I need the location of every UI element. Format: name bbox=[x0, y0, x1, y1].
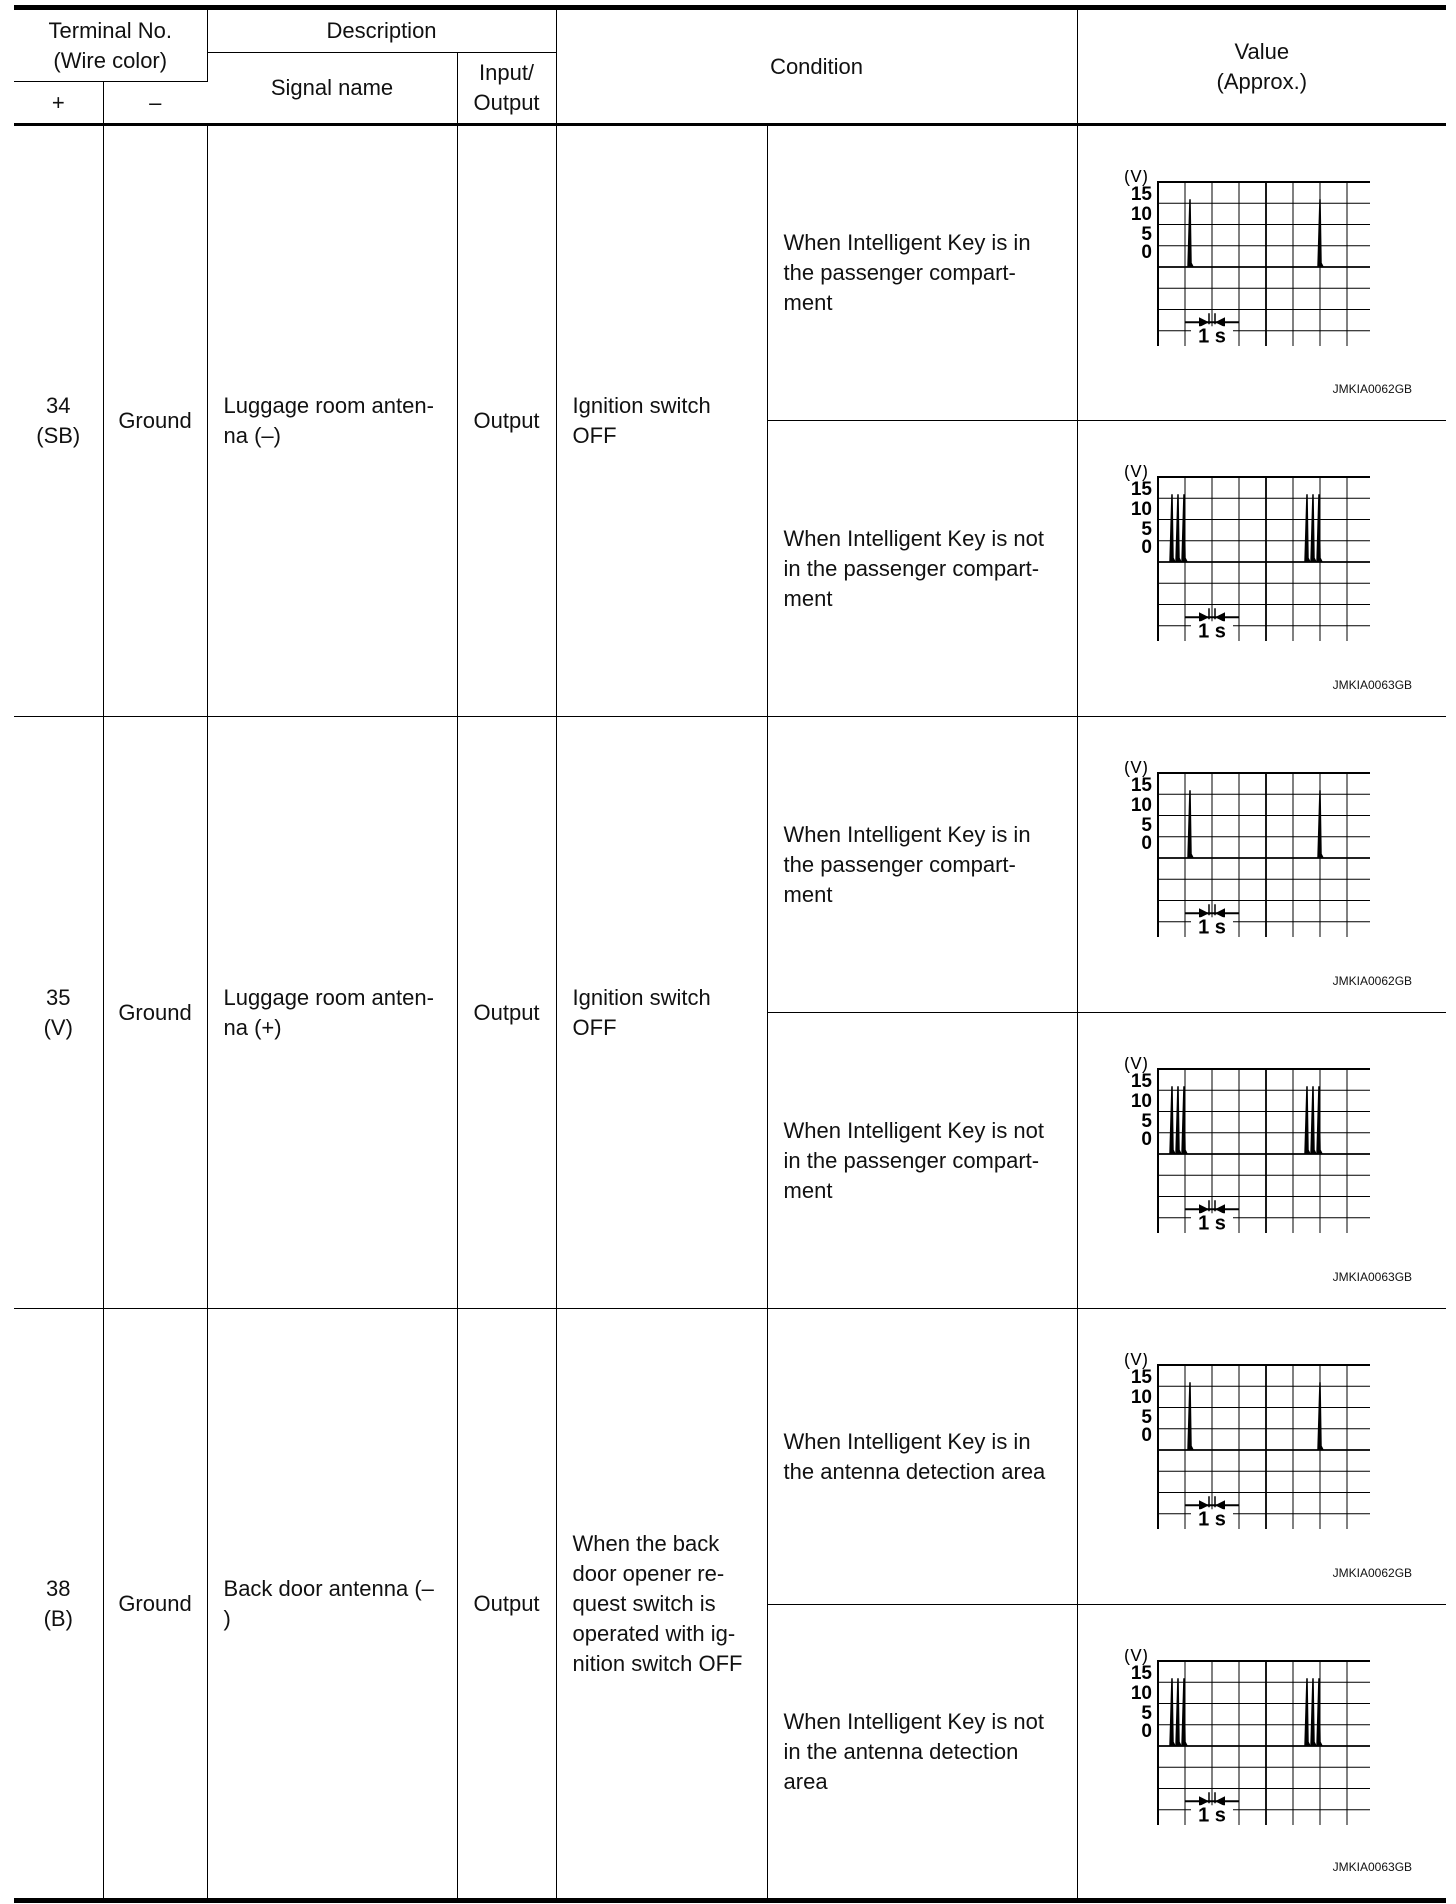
waveform-pulse bbox=[1311, 1086, 1316, 1154]
sub-condition-line: When Intelligent Key is in bbox=[783, 1428, 1031, 1454]
waveform-single bbox=[1122, 1353, 1370, 1529]
io-cell: Output bbox=[457, 717, 556, 1309]
io-cell: Output bbox=[457, 125, 556, 717]
waveform-tick-label: 10 bbox=[1130, 499, 1152, 520]
waveform-pulse bbox=[1188, 790, 1193, 858]
signal-name-cell bbox=[207, 1309, 457, 1901]
io-header bbox=[457, 53, 556, 125]
waveform-tick-label: 5 bbox=[1140, 519, 1152, 540]
waveform-triple bbox=[1122, 1057, 1370, 1233]
wire-color: (V) bbox=[43, 1014, 73, 1040]
waveform-pulse bbox=[1311, 1678, 1316, 1746]
waveform-tick-label: 15 bbox=[1130, 479, 1152, 500]
plus-header: + bbox=[14, 82, 103, 125]
sub-condition-line: area bbox=[783, 1768, 828, 1794]
ground-cell: Ground bbox=[103, 1309, 207, 1901]
signal-name-header: Signal name bbox=[207, 53, 457, 125]
sub-condition-line: ment bbox=[783, 290, 833, 315]
waveform-tick-label: 10 bbox=[1130, 1091, 1152, 1112]
waveform-unit-label: (V) bbox=[1123, 1649, 1148, 1665]
sub-condition-line: the passenger compart- bbox=[783, 260, 1016, 285]
ground-cell: Ground bbox=[103, 125, 207, 717]
minus-header: – bbox=[103, 82, 207, 125]
condition-line: OFF bbox=[572, 1014, 617, 1040]
sub-condition-line: in the antenna detection bbox=[783, 1738, 1019, 1764]
table-row bbox=[14, 717, 1446, 1013]
condition-line: Ignition switch bbox=[572, 393, 711, 418]
waveform-pulse bbox=[1170, 494, 1175, 562]
condition-cell bbox=[556, 717, 767, 1309]
waveform-tick-label: 0 bbox=[1140, 833, 1152, 854]
value-cell bbox=[1077, 1605, 1446, 1901]
sub-condition-cell bbox=[767, 1309, 1077, 1605]
waveform-tick-label: 0 bbox=[1140, 1129, 1152, 1150]
waveform-pulse bbox=[1317, 494, 1322, 562]
figure-code: JMKIA0062GB bbox=[1332, 974, 1413, 988]
waveform-pulse bbox=[1317, 1086, 1322, 1154]
io-cell: Output bbox=[457, 1309, 556, 1901]
wire-color: (SB) bbox=[36, 423, 81, 448]
description-header: Description bbox=[207, 8, 556, 53]
time-label: 1 s bbox=[1197, 1804, 1226, 1825]
waveform-tick-label: 15 bbox=[1130, 1663, 1152, 1684]
figure-code: JMKIA0062GB bbox=[1332, 1566, 1413, 1580]
terminal-cell bbox=[14, 1309, 103, 1901]
waveform-single bbox=[1122, 761, 1370, 937]
waveform-tick-label: 5 bbox=[1140, 1703, 1152, 1724]
sub-condition-line: When Intelligent Key is not bbox=[783, 1117, 1045, 1143]
waveform-pulse bbox=[1318, 199, 1323, 267]
waveform-triple bbox=[1122, 1649, 1370, 1825]
waveform-unit-label: (V) bbox=[1123, 170, 1148, 186]
waveform-pulse bbox=[1305, 1678, 1310, 1746]
waveform-tick-label: 15 bbox=[1130, 1071, 1152, 1092]
sub-condition-line: When Intelligent Key is not bbox=[783, 525, 1045, 551]
signal-name-line: ) bbox=[223, 1605, 231, 1631]
waveform-pulse bbox=[1182, 1678, 1187, 1746]
condition-line: OFF bbox=[572, 423, 617, 448]
waveform-pulse bbox=[1317, 1678, 1322, 1746]
table-row bbox=[14, 125, 1446, 421]
io-label-input: Input/ bbox=[479, 60, 535, 85]
figure-code: JMKIA0063GB bbox=[1332, 1270, 1413, 1284]
sub-condition-line: When Intelligent Key is in bbox=[783, 821, 1031, 847]
waveform-tick-label: 10 bbox=[1130, 204, 1152, 225]
waveform-tick-label: 10 bbox=[1130, 795, 1152, 816]
sub-condition-line: ment bbox=[783, 585, 833, 611]
waveform-pulse bbox=[1176, 1086, 1181, 1154]
approx-label: (Approx.) bbox=[1216, 68, 1308, 94]
waveform-pulse bbox=[1188, 1382, 1193, 1450]
table-row bbox=[14, 1309, 1446, 1605]
time-label: 1 s bbox=[1197, 620, 1226, 641]
sub-condition-line: in the passenger compart- bbox=[783, 1147, 1040, 1173]
waveform-tick-label: 5 bbox=[1140, 1407, 1152, 1428]
waveform-pulse bbox=[1176, 494, 1181, 562]
terminal-cell bbox=[14, 125, 103, 717]
signal-name-cell bbox=[207, 717, 457, 1309]
waveform-pulse bbox=[1305, 1086, 1310, 1154]
time-label: 1 s bbox=[1197, 1212, 1226, 1233]
signal-name-line: Luggage room anten- bbox=[223, 393, 434, 418]
waveform-pulse bbox=[1188, 199, 1193, 267]
figure-code: JMKIA0063GB bbox=[1332, 1860, 1413, 1874]
waveform-pulse bbox=[1176, 1678, 1181, 1746]
waveform-pulse bbox=[1318, 1382, 1323, 1450]
waveform-tick-label: 10 bbox=[1130, 1387, 1152, 1408]
sub-condition-cell bbox=[767, 125, 1077, 421]
value-cell bbox=[1077, 421, 1446, 717]
terminal-no-label: Terminal No. bbox=[48, 17, 172, 43]
waveform-tick-label: 5 bbox=[1140, 1111, 1152, 1132]
waveform-tick-label: 0 bbox=[1140, 242, 1152, 263]
waveform-pulse bbox=[1305, 494, 1310, 562]
signal-name-line: Back door antenna (– bbox=[223, 1575, 434, 1601]
condition-header: Condition bbox=[556, 8, 1077, 125]
waveform-tick-label: 0 bbox=[1140, 1721, 1152, 1742]
terminal-no-header bbox=[14, 8, 207, 82]
sub-condition-line: ment bbox=[783, 881, 833, 907]
waveform-tick-label: 15 bbox=[1130, 1367, 1152, 1388]
waveform-triple bbox=[1122, 465, 1370, 641]
signal-name-line: Luggage room anten- bbox=[223, 984, 434, 1010]
condition-line: nition switch OFF bbox=[572, 1650, 743, 1676]
signal-name-line: na (+) bbox=[223, 1014, 282, 1040]
waveform-pulse bbox=[1170, 1678, 1175, 1746]
waveform-unit-label: (V) bbox=[1123, 1057, 1148, 1073]
sub-condition-line: in the passenger compart- bbox=[783, 555, 1040, 581]
sub-condition-line: When Intelligent Key is in bbox=[783, 230, 1031, 255]
sub-condition-cell bbox=[767, 1605, 1077, 1901]
waveform-unit-label: (V) bbox=[1123, 761, 1148, 777]
condition-cell bbox=[556, 1309, 767, 1901]
value-cell bbox=[1077, 125, 1446, 421]
sub-condition-cell bbox=[767, 421, 1077, 717]
terminal-number: 34 bbox=[46, 393, 71, 418]
signal-name-line: na (–) bbox=[223, 423, 281, 448]
sub-condition-line: the antenna detection area bbox=[783, 1458, 1046, 1484]
time-label: 1 s bbox=[1197, 1508, 1226, 1529]
sub-condition-line: ment bbox=[783, 1177, 833, 1203]
figure-code: JMKIA0062GB bbox=[1332, 382, 1413, 396]
waveform-tick-label: 0 bbox=[1140, 1425, 1152, 1446]
value-header bbox=[1077, 8, 1446, 125]
waveform-tick-label: 15 bbox=[1130, 184, 1152, 205]
waveform-tick-label: 0 bbox=[1140, 537, 1152, 558]
waveform-pulse bbox=[1182, 1086, 1187, 1154]
condition-line: quest switch is bbox=[572, 1590, 716, 1616]
figure-code: JMKIA0063GB bbox=[1332, 678, 1413, 692]
waveform-tick-label: 15 bbox=[1130, 775, 1152, 796]
condition-line: operated with ig- bbox=[572, 1620, 736, 1646]
waveform-pulse bbox=[1318, 790, 1323, 858]
condition-line: Ignition switch bbox=[572, 984, 711, 1010]
waveform-tick-label: 5 bbox=[1140, 224, 1152, 245]
signal-name-cell bbox=[207, 125, 457, 717]
value-label: Value bbox=[1234, 38, 1290, 64]
sub-condition-cell bbox=[767, 1013, 1077, 1309]
value-cell bbox=[1077, 717, 1446, 1013]
waveform-tick-label: 10 bbox=[1130, 1683, 1152, 1704]
condition-line: When the back bbox=[572, 1530, 720, 1556]
waveform-unit-label: (V) bbox=[1123, 465, 1148, 481]
waveform-pulse bbox=[1182, 494, 1187, 562]
sub-condition-line: the passenger compart- bbox=[783, 851, 1016, 877]
condition-line: door opener re- bbox=[572, 1560, 725, 1586]
terminal-table bbox=[14, 5, 1446, 1903]
wire-color-label: (Wire color) bbox=[53, 47, 168, 73]
wire-color: (B) bbox=[43, 1605, 73, 1631]
io-label-output: Output bbox=[473, 90, 540, 115]
terminal-number: 38 bbox=[46, 1575, 71, 1601]
terminal-cell bbox=[14, 717, 103, 1309]
value-cell bbox=[1077, 1309, 1446, 1605]
waveform-pulse bbox=[1170, 1086, 1175, 1154]
condition-cell bbox=[556, 125, 767, 717]
waveform-single bbox=[1122, 170, 1370, 346]
sub-condition-line: When Intelligent Key is not bbox=[783, 1708, 1045, 1734]
terminal-number: 35 bbox=[46, 984, 71, 1010]
waveform-unit-label: (V) bbox=[1123, 1353, 1148, 1369]
waveform-tick-label: 5 bbox=[1140, 815, 1152, 836]
ground-cell: Ground bbox=[103, 717, 207, 1309]
time-label: 1 s bbox=[1197, 916, 1226, 937]
time-label: 1 s bbox=[1197, 325, 1226, 346]
waveform-pulse bbox=[1311, 494, 1316, 562]
value-cell bbox=[1077, 1013, 1446, 1309]
sub-condition-cell bbox=[767, 717, 1077, 1013]
